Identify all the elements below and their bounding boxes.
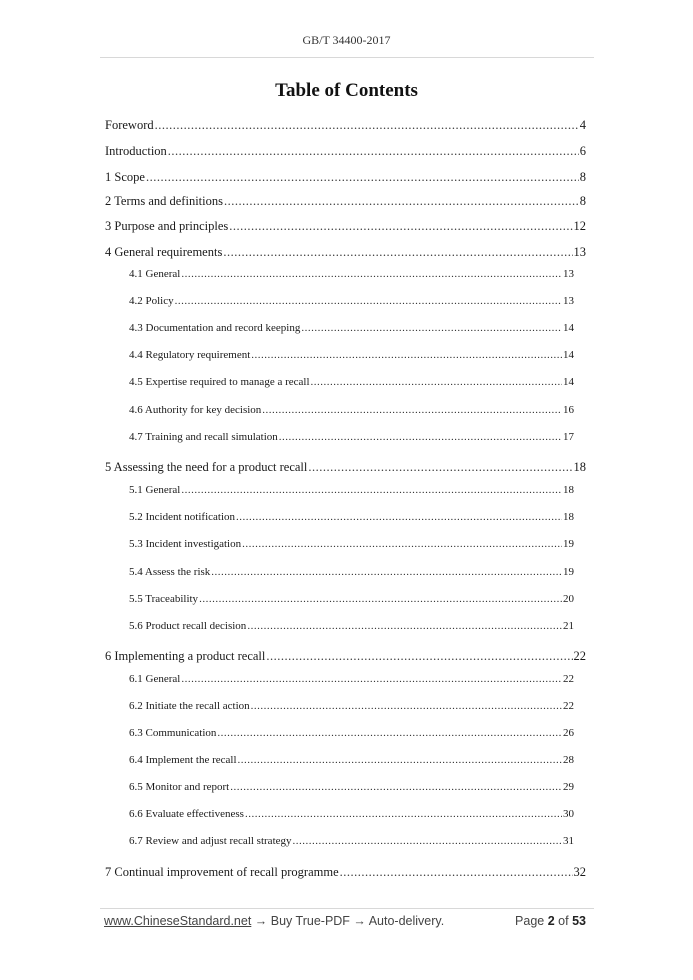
toc-entry[interactable] bbox=[129, 620, 574, 632]
toc-entry-label: 3 Purpose and principles bbox=[105, 219, 229, 233]
toc-entry-label: Foreword bbox=[105, 118, 154, 132]
page-total: 53 bbox=[572, 914, 586, 928]
page-word: Page bbox=[515, 914, 545, 928]
toc-entry-page: 14 bbox=[563, 322, 574, 334]
toc-dot-leader bbox=[229, 219, 572, 234]
toc-entry-label: 5.2 Incident notification bbox=[129, 511, 235, 523]
toc-entry[interactable] bbox=[129, 566, 574, 578]
page-of: of bbox=[558, 914, 569, 928]
toc-entry[interactable] bbox=[129, 349, 574, 361]
toc-dot-leader bbox=[293, 835, 562, 847]
toc-entry-page: 29 bbox=[563, 781, 574, 793]
toc-entry[interactable] bbox=[129, 781, 574, 793]
toc-entry-label: 6.3 Communication bbox=[129, 727, 217, 739]
toc-entry-page: 8 bbox=[579, 170, 586, 184]
toc-entry-page: 18 bbox=[563, 511, 574, 523]
toc-entry-page: 13 bbox=[573, 245, 586, 259]
toc-entry[interactable] bbox=[129, 754, 574, 766]
toc-entry-page: 19 bbox=[563, 538, 574, 550]
toc-entry-page: 18 bbox=[563, 484, 574, 496]
toc-entry[interactable] bbox=[129, 593, 574, 605]
toc-entry[interactable] bbox=[129, 700, 574, 712]
toc-entry[interactable] bbox=[129, 404, 574, 416]
toc-dot-leader bbox=[155, 118, 579, 133]
toc-entry[interactable] bbox=[129, 835, 574, 847]
toc-entry-label: Introduction bbox=[105, 144, 167, 158]
toc-dot-leader bbox=[308, 460, 572, 475]
page-title: Table of Contents bbox=[275, 80, 418, 101]
toc-entry[interactable] bbox=[105, 245, 586, 260]
toc-entry-label: 6.7 Review and adjust recall strategy bbox=[129, 835, 292, 847]
toc-entry[interactable] bbox=[105, 170, 586, 185]
toc-dot-leader bbox=[245, 808, 562, 820]
toc-entry[interactable] bbox=[129, 538, 574, 550]
toc-entry-page: 22 bbox=[573, 649, 586, 663]
toc-entry-page: 31 bbox=[563, 835, 574, 847]
toc-entry-label: 2 Terms and definitions bbox=[105, 194, 223, 208]
toc-dot-leader bbox=[236, 511, 562, 523]
toc-entry-page: 22 bbox=[563, 700, 574, 712]
page-current: 2 bbox=[547, 914, 555, 928]
toc-entry-label: 5.5 Traceability bbox=[129, 593, 199, 605]
toc-dot-leader bbox=[199, 593, 562, 605]
toc-entry-page: 8 bbox=[579, 194, 586, 208]
toc-dot-leader bbox=[175, 295, 562, 307]
toc-entry[interactable] bbox=[129, 295, 574, 307]
toc-entry[interactable] bbox=[129, 808, 574, 820]
toc-entry[interactable] bbox=[129, 511, 574, 523]
toc-dot-leader bbox=[266, 649, 572, 664]
toc-entry-label: 6 Implementing a product recall bbox=[105, 649, 266, 663]
toc-dot-leader bbox=[181, 484, 562, 496]
footer-tagline: → Buy True-PDF → Auto-delivery. bbox=[251, 914, 445, 928]
toc-entry[interactable] bbox=[105, 865, 586, 880]
toc-dot-leader bbox=[340, 865, 573, 880]
toc-dot-leader bbox=[251, 700, 562, 712]
toc-entry-label: 5.6 Product recall decision bbox=[129, 620, 247, 632]
page-footer bbox=[104, 914, 586, 928]
toc-entry-label: 6.5 Monitor and report bbox=[129, 781, 230, 793]
toc-entry-label: 5.3 Incident investigation bbox=[129, 538, 242, 550]
toc-entry-page: 4 bbox=[579, 118, 586, 132]
toc-entry-page: 22 bbox=[563, 673, 574, 685]
page-indicator bbox=[515, 914, 586, 928]
toc-dot-leader bbox=[168, 144, 579, 159]
toc-dot-leader bbox=[181, 268, 562, 280]
toc-entry-label: 4.4 Regulatory requirement bbox=[129, 349, 251, 361]
toc-entry-page: 26 bbox=[563, 727, 574, 739]
toc-entry-label: 1 Scope bbox=[105, 170, 145, 184]
footer-divider bbox=[100, 908, 594, 909]
toc-entry-label: 4 General requirements bbox=[105, 245, 223, 259]
toc-entry-page: 17 bbox=[563, 431, 574, 443]
toc-entry-page: 32 bbox=[573, 865, 586, 879]
toc-entry-page: 20 bbox=[563, 593, 574, 605]
toc-dot-leader bbox=[238, 754, 562, 766]
toc-entry-page: 12 bbox=[573, 219, 586, 233]
toc-entry-label: 6.6 Evaluate effectiveness bbox=[129, 808, 244, 820]
toc-entry-label: 4.6 Authority for key decision bbox=[129, 404, 262, 416]
toc-entry-page: 18 bbox=[573, 460, 586, 474]
toc-entry[interactable] bbox=[129, 376, 574, 388]
toc-entry-label: 4.3 Documentation and record keeping bbox=[129, 322, 301, 334]
toc-entry-label: 4.7 Training and recall simulation bbox=[129, 431, 278, 443]
toc-dot-leader bbox=[247, 620, 562, 632]
site-link[interactable]: www.ChineseStandard.net bbox=[104, 914, 252, 928]
toc-entry-page: 28 bbox=[563, 754, 574, 766]
toc-entry[interactable] bbox=[105, 219, 586, 234]
toc-dot-leader bbox=[251, 349, 562, 361]
toc-entry-label: 5 Assessing the need for a product recall bbox=[105, 460, 308, 474]
toc-dot-leader bbox=[262, 404, 562, 416]
toc-dot-leader bbox=[230, 781, 562, 793]
toc-entry[interactable] bbox=[129, 727, 574, 739]
toc-dot-leader bbox=[146, 170, 579, 185]
toc-dot-leader bbox=[279, 431, 562, 443]
toc-entry-label: 6.1 General bbox=[129, 673, 181, 685]
toc-dot-leader bbox=[217, 727, 562, 739]
toc-entry[interactable] bbox=[129, 484, 574, 496]
toc-entry-label: 4.5 Expertise required to manage a recall bbox=[129, 376, 310, 388]
toc-entry[interactable] bbox=[105, 460, 586, 475]
toc-entry-label: 4.2 Policy bbox=[129, 295, 174, 307]
toc-entry-label: 5.1 General bbox=[129, 484, 181, 496]
toc-entry-page: 6 bbox=[579, 144, 586, 158]
toc-entry-page: 14 bbox=[563, 349, 574, 361]
toc-entry-page: 14 bbox=[563, 376, 574, 388]
toc-entry[interactable] bbox=[105, 118, 586, 133]
toc-entry-page: 13 bbox=[563, 268, 574, 280]
toc-dot-leader bbox=[211, 566, 562, 578]
toc-entry[interactable] bbox=[105, 194, 586, 209]
toc-dot-leader bbox=[224, 194, 579, 209]
toc-entry[interactable] bbox=[105, 649, 586, 664]
toc-entry[interactable] bbox=[129, 322, 574, 334]
toc-entry[interactable] bbox=[129, 673, 574, 685]
toc-entry-label: 4.1 General bbox=[129, 268, 181, 280]
running-header: GB/T 34400-2017 bbox=[302, 33, 391, 47]
toc-entry[interactable] bbox=[105, 144, 586, 159]
toc-entry-page: 13 bbox=[563, 295, 574, 307]
header-divider bbox=[100, 57, 594, 58]
toc-entry-label: 6.2 Initiate the recall action bbox=[129, 700, 250, 712]
toc-dot-leader bbox=[242, 538, 562, 550]
toc-dot-leader bbox=[181, 673, 562, 685]
toc-entry-label: 5.4 Assess the risk bbox=[129, 566, 211, 578]
toc-entry-page: 30 bbox=[563, 808, 574, 820]
toc-entry-page: 19 bbox=[563, 566, 574, 578]
toc-entry-page: 16 bbox=[563, 404, 574, 416]
toc-dot-leader bbox=[301, 322, 562, 334]
toc-entry[interactable] bbox=[129, 431, 574, 443]
toc-entry-label: 6.4 Implement the recall bbox=[129, 754, 237, 766]
toc-entry-label: 7 Continual improvement of recall programme bbox=[105, 865, 339, 879]
toc-entry-page: 21 bbox=[563, 620, 574, 632]
toc-dot-leader bbox=[311, 376, 562, 388]
toc-entry[interactable] bbox=[129, 268, 574, 280]
toc-dot-leader bbox=[223, 245, 572, 260]
